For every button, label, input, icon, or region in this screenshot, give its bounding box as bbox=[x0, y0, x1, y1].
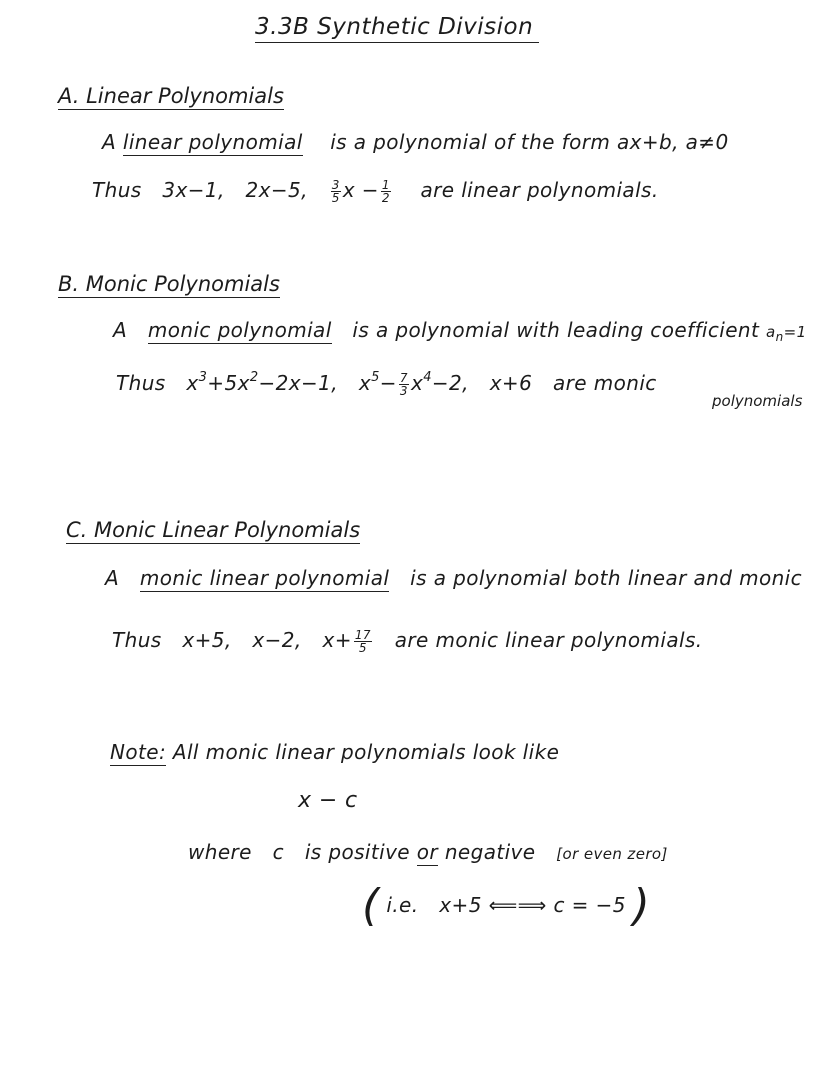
definition-text: is a polynomial of the form ax+b, a≠0 bbox=[330, 130, 729, 154]
page-title: 3.3B Synthetic Division bbox=[255, 14, 539, 43]
example-item: x+6 bbox=[489, 371, 533, 395]
examples-lead: Thus bbox=[116, 371, 166, 395]
examples-lead: Thus bbox=[92, 178, 142, 202]
or-word: or bbox=[416, 840, 439, 864]
example-result: c = −5 bbox=[553, 893, 626, 917]
definition-prefix: A bbox=[105, 566, 120, 590]
example-var: x − bbox=[342, 178, 379, 202]
term-linear-polynomial: linear polynomial bbox=[122, 130, 303, 154]
section-b-heading: B. Monic Polynomials bbox=[58, 272, 280, 296]
example-expr: x+5 bbox=[439, 893, 482, 917]
negative-word: negative bbox=[444, 840, 536, 864]
examples-tail: are linear polynomials. bbox=[420, 178, 659, 202]
fraction: $\frac{1}{2}$ bbox=[381, 178, 390, 205]
section-b-definition bbox=[113, 318, 807, 344]
examples-tail: are monic linear polynomials. bbox=[394, 628, 703, 652]
example-item: x+5, bbox=[182, 628, 232, 652]
fraction: $\frac{3}{5}$ bbox=[331, 178, 340, 205]
iff-arrow-icon: ⟸⟹ bbox=[488, 893, 547, 917]
section-a-definition bbox=[102, 130, 729, 154]
term-monic-linear-polynomial: monic linear polynomial bbox=[139, 566, 390, 590]
where-word: where bbox=[188, 840, 252, 864]
definition-prefix: A bbox=[102, 130, 117, 154]
section-c-definition bbox=[105, 566, 802, 590]
section-c-heading: C. Monic Linear Polynomials bbox=[66, 518, 361, 542]
example-item: 2x−5, bbox=[245, 178, 308, 202]
note-label: Note: bbox=[110, 740, 167, 764]
example-item: x+ $\frac{17}{5}$ bbox=[322, 628, 371, 655]
bracket-note: [or even zero] bbox=[556, 845, 668, 863]
note-where-line bbox=[188, 840, 668, 864]
example-item: 3x−1, bbox=[162, 178, 225, 202]
note-line bbox=[110, 740, 559, 764]
section-a-heading: A. Linear Polynomials bbox=[58, 84, 284, 108]
section-a-examples bbox=[92, 178, 659, 204]
definition-text: is a polynomial with leading coefficient bbox=[352, 318, 760, 342]
definition-text: is a polynomial both linear and monic bbox=[410, 566, 803, 590]
definition-prefix: A bbox=[113, 318, 128, 342]
section-c-examples bbox=[112, 628, 703, 654]
note-example: ( i.e. x+5 ⟸⟹ c = −5 ) bbox=[362, 880, 651, 931]
example-item: x−2, bbox=[252, 628, 302, 652]
ie-abbrev: i.e. bbox=[386, 893, 419, 917]
examples-tail: are monic bbox=[552, 371, 657, 395]
positive-word: positive bbox=[328, 840, 411, 864]
examples-lead: Thus bbox=[112, 628, 162, 652]
note-text: All monic linear polynomials look like bbox=[172, 740, 560, 764]
is-word: is bbox=[304, 840, 322, 864]
example-item: $x^3+5x^2-2x-1$, bbox=[186, 370, 339, 395]
c-symbol: c bbox=[272, 840, 285, 864]
note-form: x − c bbox=[298, 788, 358, 813]
section-b-examples bbox=[116, 370, 657, 397]
coefficient: $a_n=1$ bbox=[766, 323, 807, 344]
term-monic-polynomial: monic polynomial bbox=[147, 318, 332, 342]
examples-tail-continued: polynomials bbox=[712, 392, 803, 410]
example-item: $x^5-$ $\frac{7}{3}$ $x^4-2$, bbox=[358, 370, 469, 398]
